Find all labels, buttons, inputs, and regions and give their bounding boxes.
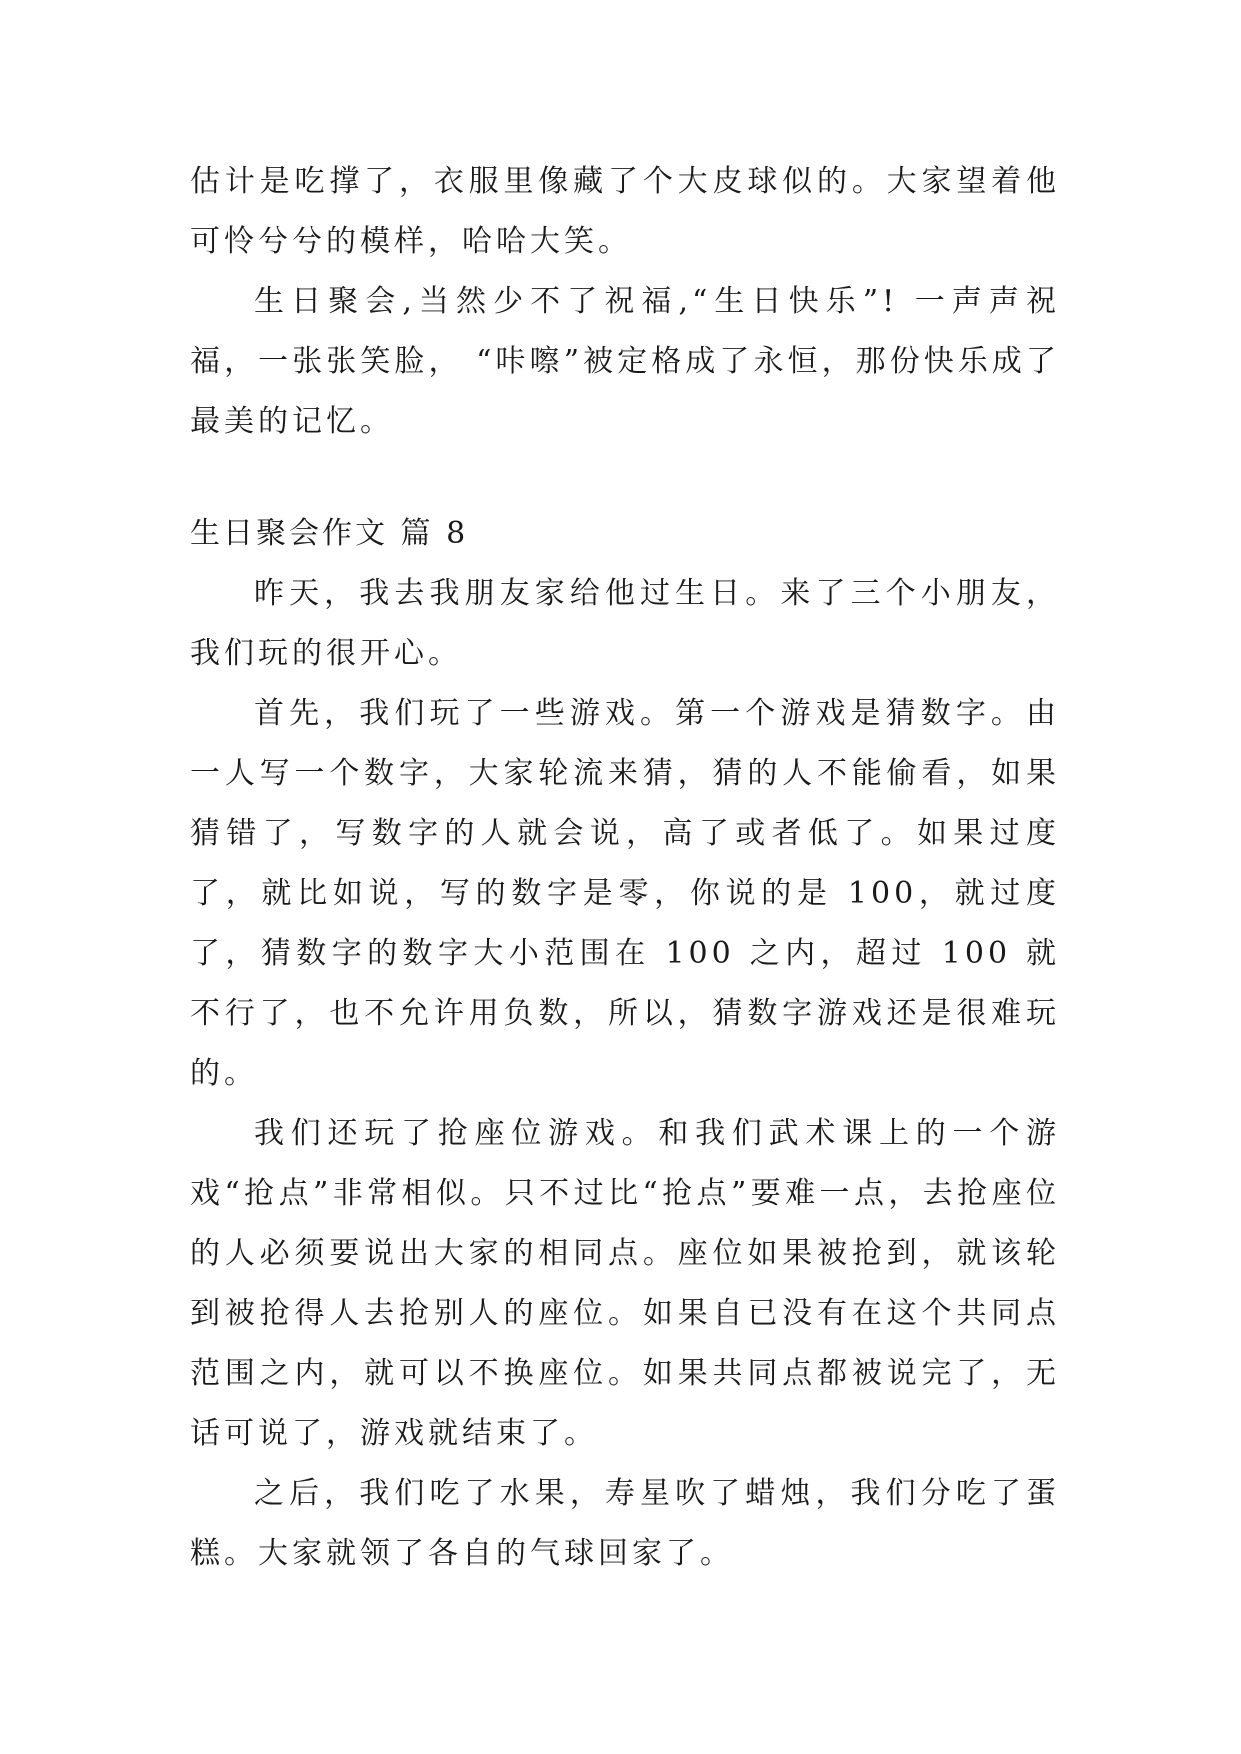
document-page [190, 152, 1060, 1584]
paragraph-continuation: 估计是吃撑了，衣服里像藏了个大皮球似的。大家望着他可怜兮兮的模样，哈哈大笑。 [190, 164, 1060, 259]
section-title: 生日聚会作文 篇 8 [190, 516, 469, 551]
paragraph-4: 之后，我们吃了水果，寿星吹了蜡烛，我们分吃了蛋糕。大家就领了各自的气球回家了。 [190, 1476, 1060, 1571]
paragraph-birthday-wishes: 生日聚会,当然少不了祝福,“生日快乐”! 一声声祝福，一张张笑脸， “咔嚓”被定格成了永恒，那份快乐成了最美的记忆。 [190, 284, 1060, 439]
paragraph-1: 昨天，我去我朋友家给他过生日。来了三个小朋友，我们玩的很开心。 [190, 576, 1060, 671]
paragraph-3: 我们还玩了抢座位游戏。和我们武术课上的一个游戏“抢点”非常相似。只不过比“抢点”要难一点，去抢座位的人必须要说出大家的相同点。座位如果被抢到，就该轮到被抢得人去抢别人的座位。如果自已没有在这个共同点范围之内，就可以不换座位。如果共同点都被说完了，无话可说了，游戏就结束了。 [190, 1116, 1060, 1451]
paragraph-2: 首先，我们玩了一些游戏。第一个游戏是猜数字。由一人写一个数字，大家轮流来猜，猜的人不能偷看，如果猜错了，写数字的人就会说，高了或者低了。如果过度了，就比如说，写的数字是零，你说的是 100，就过度了，猜数字的数字大小范围在 100 之内，超过 100 就不行了，也不允许用负数，所以，猜数字游戏还是很难玩的。 [190, 696, 1060, 1091]
